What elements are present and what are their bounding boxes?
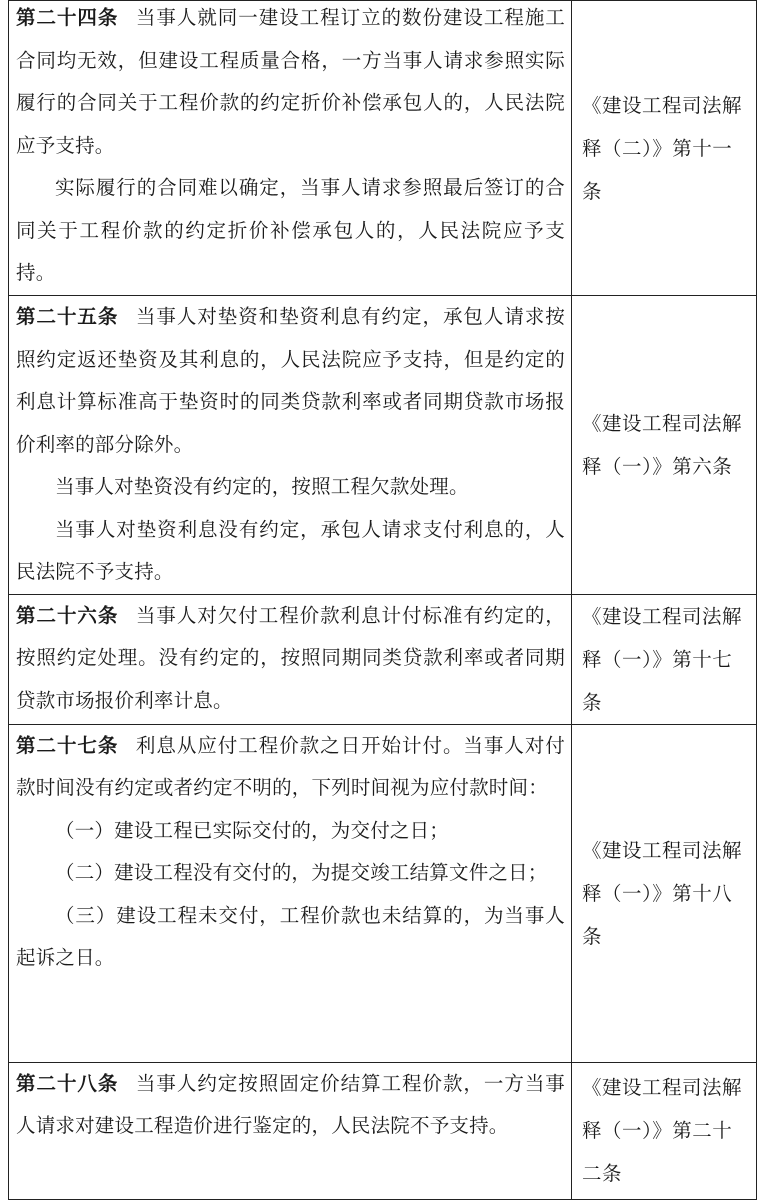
- article-paragraph: 第二十七条 利息从应付工程价款之日开始计付。当事人对付款时间没有约定或者约定不明的，下列时间视为应付款时间：: [16, 733, 565, 799]
- article-paragraph: 第二十八条 当事人约定按照固定价结算工程价款，一方当事人请求对建设工程造价进行鉴定的，人民法院不予支持。: [16, 1071, 565, 1137]
- table-row: [9, 724, 757, 1062]
- article-number: 第二十四条: [16, 6, 119, 29]
- table-row: [9, 594, 757, 724]
- article-paragraph: 第二十五条 当事人对垫资和垫资利息有约定，承包人请求按照约定返还垫资及其利息的，人民法院应予支持，但是约定的利息计算标准高于垫资时的同类贷款利率或者同期贷款市场报价利率的部分除外。: [16, 305, 565, 456]
- article-paragraph: 第二十六条 当事人对欠付工程价款利息计付标准有约定的，按照约定处理。没有约定的，按照同期同类贷款利率或者同期贷款市场报价利率计息。: [16, 603, 565, 712]
- article-paragraph: 当事人对垫资没有约定的，按照工程欠款处理。: [55, 475, 469, 498]
- article-source-cell: [572, 1062, 757, 1199]
- article-content-cell: [9, 594, 572, 724]
- article-number: 第二十八条: [16, 1071, 119, 1095]
- table-row: [9, 1062, 757, 1199]
- article-source-cell: [572, 724, 757, 1062]
- article-content-cell: [9, 296, 572, 595]
- article-source: 《建设工程司法解释（一）》第六条: [582, 411, 743, 478]
- article-paragraph: 当事人对垫资利息没有约定，承包人请求支付利息的，人民法院不予支持。: [16, 517, 565, 583]
- article-source-cell: [572, 296, 757, 595]
- article-source: 《建设工程司法解释（一）》第十八条: [582, 838, 743, 948]
- article-paragraph: （三）建设工程未交付，工程价款也未结算的，为当事人起诉之日。: [16, 903, 565, 969]
- article-number: 第二十六条: [16, 603, 119, 627]
- article-content-cell: [9, 1062, 572, 1199]
- article-content-cell: [9, 724, 572, 1062]
- article-content-cell: [9, 1, 572, 296]
- table-row: [9, 296, 757, 595]
- article-source: 《建设工程司法解释（一）》第二十二条: [582, 1076, 743, 1185]
- article-source-cell: [572, 1, 757, 296]
- article-source: 《建设工程司法解释（一）》第十七条: [582, 604, 743, 714]
- article-paragraph: （二）建设工程没有交付的，为提交竣工结算文件之日；: [55, 861, 548, 884]
- regulations-table: [8, 0, 757, 1200]
- article-number: 第二十五条: [16, 305, 119, 328]
- article-paragraph: （一）建设工程已实际交付的，为交付之日；: [55, 818, 450, 842]
- article-paragraph: 实际履行的合同难以确定，当事人请求参照最后签订的合同关于工程价款的约定折价补偿承包人的，人民法院应予支持。: [16, 176, 565, 284]
- article-source: 《建设工程司法解释（二）》第十一条: [582, 93, 743, 203]
- article-number: 第二十七条: [16, 733, 119, 757]
- article-paragraph: 第二十四条 当事人就同一建设工程订立的数份建设工程施工合同均无效，但建设工程质量合格，一方当事人请求参照实际履行的合同关于工程价款的约定折价补偿承包人的，人民法院应予支持。: [16, 6, 565, 157]
- table-row: [9, 1, 757, 296]
- article-source-cell: [572, 594, 757, 724]
